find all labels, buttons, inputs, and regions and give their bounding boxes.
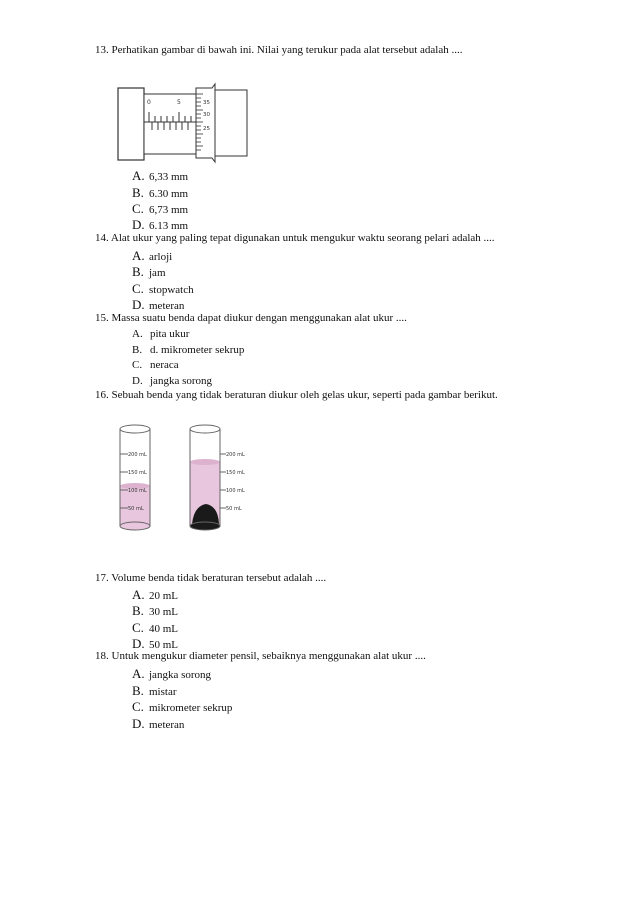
question-15-text: 15. Massa suatu benda dapat diukur dengan menggunakan alat ukur ....	[95, 312, 407, 324]
q13-option-a: A. 6,33 mm	[132, 168, 189, 183]
q14-option-c: C. stopwatch	[132, 281, 194, 296]
q17-option-d: D. 50 mL	[132, 636, 179, 651]
q17-option-b: B. 30 mL	[132, 603, 179, 618]
question-17-text: 17. Volume benda tidak beraturan tersebut adalah ....	[95, 572, 327, 584]
question-16-text: 16. Sebuah benda yang tidak beraturan diukur oleh gelas ukur, seperti pada gambar berikut.	[95, 389, 498, 401]
q18-option-b: B. mistar	[132, 683, 177, 698]
right-label-50: 50 mL	[226, 506, 242, 512]
right-label-100: 100 mL	[226, 488, 245, 494]
question-14-text: 14. Alat ukur yang paling tepat digunakan untuk mengukur waktu seorang pelari adalah ....	[95, 232, 495, 244]
thimble-label-30: 30	[203, 112, 210, 118]
q18-option-d: D. meteran	[132, 716, 185, 731]
right-label-150: 150 mL	[226, 470, 245, 476]
q17-option-a: A. 20 mL	[132, 587, 179, 602]
q17-option-c: C. 40 mL	[132, 620, 179, 635]
q13-option-d: D. 6.13 mm	[132, 217, 189, 232]
measuring-cylinders-figure	[114, 420, 254, 536]
q15-option-a: A. pita ukur	[132, 328, 190, 340]
q14-option-a: A. arloji	[132, 248, 173, 263]
cylinder-right	[190, 425, 245, 530]
q14-option-b: B. jam	[132, 264, 166, 279]
left-label-150: 150 mL	[128, 470, 147, 476]
question-18-text: 18. Untuk mengukur diameter pensil, sebaiknya menggunakan alat ukur ....	[95, 650, 426, 662]
cylinder-left	[120, 425, 150, 530]
left-label-50: 50 mL	[128, 506, 144, 512]
q14-option-d: D. meteran	[132, 297, 185, 312]
thimble-label-35: 35	[203, 100, 210, 106]
question-13-text: 13. Perhatikan gambar di bawah ini. Nilai yang terukur pada alat tersebut adalah ....	[95, 44, 463, 56]
left-label-100: 100 mL	[128, 488, 147, 494]
q18-option-c: C. mikrometer sekrup	[132, 699, 233, 714]
thimble-label-25: 25	[203, 126, 210, 132]
q15-option-d: D. jangka sorong	[132, 375, 213, 387]
q15-option-c: C. neraca	[132, 359, 179, 371]
right-label-200: 200 mL	[226, 452, 245, 458]
q15-option-b: B. d. mikrometer sekrup	[132, 344, 245, 356]
micrometer-figure	[117, 80, 249, 166]
scale-label-5: 5	[177, 99, 181, 106]
q18-option-a: A. jangka sorong	[132, 666, 212, 681]
q13-option-b: B. 6.30 mm	[132, 185, 189, 200]
scale-label-0: 0	[147, 99, 151, 106]
q13-option-c: C. 6,73 mm	[132, 201, 189, 216]
left-label-200: 200 mL	[128, 452, 147, 458]
